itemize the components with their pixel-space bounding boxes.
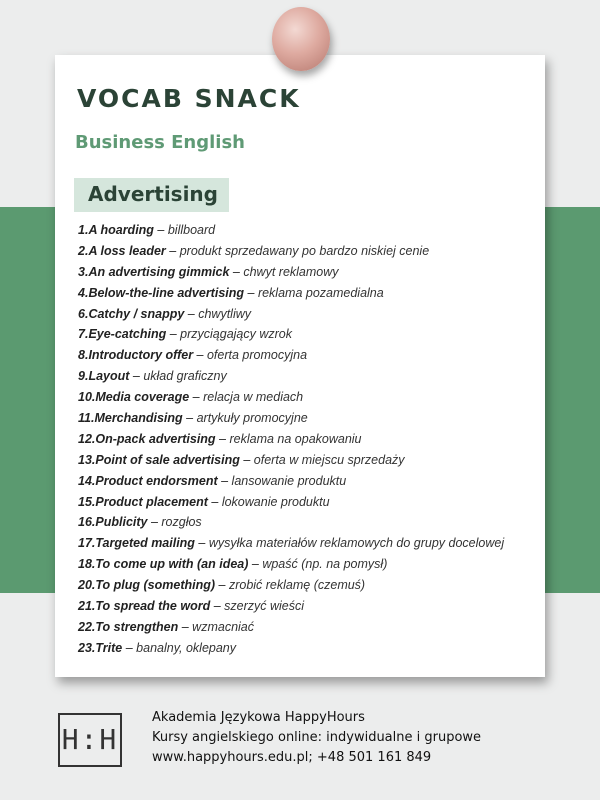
vocab-term-text: Point of sale advertising: [95, 452, 240, 467]
list-item: [78, 471, 504, 492]
vocab-separator: –: [147, 515, 162, 530]
vocab-translation: relacja w mediach: [203, 390, 304, 405]
list-item: [78, 512, 504, 533]
list-item: [78, 220, 504, 241]
vocab-translation: szerzyć wieści: [224, 599, 304, 614]
vocab-separator: –: [215, 578, 229, 593]
pushpin-icon: [272, 7, 330, 71]
vocab-translation: reklama pozamedialna: [257, 285, 384, 300]
vocab-term: [78, 641, 122, 655]
vocab-number: 17.: [78, 536, 96, 551]
vocab-term-text: Catchy / snappy: [88, 306, 185, 321]
vocab-term-text: Introductory offer: [88, 348, 194, 363]
vocab-term: [78, 327, 166, 341]
vocab-term: [78, 307, 184, 321]
vocab-number: 7.: [78, 327, 89, 342]
vocab-separator: –: [217, 473, 232, 488]
list-item: [78, 241, 504, 262]
vocab-translation: rozgłos: [161, 515, 202, 530]
vocab-number: 4.: [78, 285, 89, 300]
vocab-separator: –: [229, 264, 244, 279]
topic-label: Advertising: [88, 182, 218, 206]
vocab-term: [78, 453, 240, 467]
vocab-term: [78, 369, 129, 383]
vocab-term-text: Product endorsment: [95, 473, 218, 488]
list-item: [78, 304, 504, 325]
vocab-separator: –: [248, 557, 263, 572]
vocab-translation: wysyłka materiałów reklamowych do grupy docelowej: [208, 536, 505, 551]
vocab-translation: produkt sprzedawany po bardzo niskiej cenie: [179, 243, 430, 258]
vocab-term-text: Media coverage: [95, 390, 190, 405]
vocab-term-text: To strengthen: [95, 619, 179, 634]
vocab-term: [78, 390, 189, 404]
vocab-separator: –: [244, 285, 258, 300]
vocab-translation: chwytliwy: [198, 306, 252, 321]
school-name: Akademia Językowa HappyHours: [152, 710, 365, 725]
list-item: [78, 408, 504, 429]
vocab-translation: wzmacniać: [192, 619, 254, 634]
vocab-translation: oferta promocyjna: [206, 348, 308, 363]
vocab-separator: –: [178, 619, 193, 634]
vocab-translation: billboard: [167, 223, 216, 237]
footer-info: [152, 708, 481, 768]
list-item: [78, 262, 504, 283]
vocab-term: [78, 536, 195, 550]
vocab-number: 11.: [78, 411, 95, 426]
list-item: [78, 533, 504, 554]
list-item: [78, 492, 504, 513]
vocab-separator: –: [129, 369, 144, 384]
vocab-number: 1.: [78, 223, 89, 237]
vocab-term-text: A hoarding: [88, 223, 154, 237]
vocab-translation: chwyt reklamowy: [243, 264, 339, 279]
vocab-term-text: An advertising gimmick: [88, 264, 230, 279]
vocab-translation: przyciągający wzrok: [180, 327, 292, 342]
vocab-separator: –: [153, 223, 168, 237]
vocab-separator: –: [239, 452, 254, 467]
vocab-term: [78, 432, 216, 446]
contact-info: www.happyhours.edu.pl; +48 501 161 849: [152, 750, 432, 765]
vocab-term-text: Publicity: [95, 515, 148, 530]
vocab-term-text: Trite: [95, 640, 123, 655]
page-subtitle: Business English: [75, 132, 245, 153]
vocab-number: 21.: [78, 599, 96, 614]
vocab-translation: lokowanie produktu: [221, 494, 330, 509]
vocab-translation: oferta w miejscu sprzedaży: [253, 452, 405, 467]
list-item: [78, 324, 504, 345]
vocab-separator: –: [207, 494, 222, 509]
vocab-term: [78, 620, 178, 634]
vocab-translation: układ graficzny: [143, 369, 227, 384]
vocab-number: 6.: [78, 306, 89, 321]
vocab-term-text: To plug (something): [95, 578, 216, 593]
vocab-number: 2.: [78, 243, 89, 258]
vocab-number: 9.: [78, 369, 89, 384]
vocab-translation: wpaść (np. na pomysł): [262, 557, 388, 572]
vocab-translation: reklama na opakowaniu: [229, 431, 362, 446]
vocab-separator: –: [215, 431, 230, 446]
vocab-term: [78, 599, 210, 613]
vocab-separator: –: [189, 390, 204, 405]
vocab-translation: lansowanie produktu: [231, 473, 347, 488]
vocab-separator: –: [210, 599, 225, 614]
vocab-term: [78, 286, 244, 300]
vocab-term-text: Below-the-line advertising: [88, 285, 245, 300]
vocab-translation: banalny, oklepany: [136, 640, 237, 655]
vocab-translation: zrobić reklamę (czemuś): [228, 578, 366, 593]
list-item: [78, 366, 504, 387]
vocabulary-list: [78, 220, 504, 659]
vocab-separator: –: [122, 640, 137, 655]
list-item: [78, 638, 504, 659]
vocab-term-text: To come up with (an idea): [95, 557, 249, 572]
vocab-number: 18.: [78, 557, 96, 572]
vocab-separator: –: [184, 306, 199, 321]
list-item: [78, 429, 504, 450]
list-item: [78, 283, 504, 304]
list-item: [78, 450, 504, 471]
vocab-number: 13.: [78, 452, 96, 467]
vocab-number: 15.: [78, 494, 96, 509]
logo: [58, 713, 122, 767]
vocab-term-text: To spread the word: [95, 599, 211, 614]
vocab-separator: –: [193, 348, 207, 363]
list-item: [78, 554, 504, 575]
page-title: VOCAB SNACK: [77, 84, 301, 113]
vocab-number: 23.: [78, 640, 96, 655]
list-item: [78, 617, 504, 638]
vocab-term: [78, 223, 154, 237]
vocab-term-text: Merchandising: [94, 411, 183, 426]
vocab-term-text: Layout: [88, 369, 130, 384]
vocab-term: [78, 244, 166, 258]
vocab-separator: –: [182, 411, 197, 426]
vocab-term: [78, 578, 215, 592]
topic-badge: [74, 178, 229, 212]
vocab-term-text: On-pack advertising: [95, 431, 216, 446]
vocab-term: [78, 474, 218, 488]
vocab-term: [78, 265, 229, 279]
vocab-number: 20.: [78, 578, 96, 593]
list-item: [78, 345, 504, 366]
vocab-number: 12.: [78, 431, 96, 446]
vocab-term: [78, 348, 193, 362]
vocab-number: 22.: [78, 619, 96, 634]
vocab-term-text: Product placement: [95, 494, 208, 509]
vocab-number: 10.: [78, 390, 96, 405]
vocab-term: [78, 495, 208, 509]
vocab-separator: –: [165, 243, 180, 258]
vocab-number: 8.: [78, 348, 89, 363]
courses-info: Kursy angielskiego online: indywidualne i grupowe: [152, 730, 482, 745]
vocab-separator: –: [194, 536, 209, 551]
vocab-number: 16.: [78, 515, 96, 530]
vocab-translation: artykuły promocyjne: [196, 411, 308, 426]
vocab-term: [78, 515, 147, 529]
vocab-term: [78, 411, 183, 425]
list-item: [78, 387, 504, 408]
list-item: [78, 575, 504, 596]
vocab-term: [78, 557, 248, 571]
logo-text: H:H: [61, 723, 119, 756]
vocab-number: 14.: [78, 473, 96, 488]
vocab-term-text: Targeted mailing: [95, 536, 195, 551]
vocab-number: 3.: [78, 264, 89, 279]
vocab-term-text: Eye-catching: [88, 327, 167, 342]
vocab-separator: –: [166, 327, 181, 342]
vocab-term-text: A loss leader: [88, 243, 166, 258]
list-item: [78, 596, 504, 617]
